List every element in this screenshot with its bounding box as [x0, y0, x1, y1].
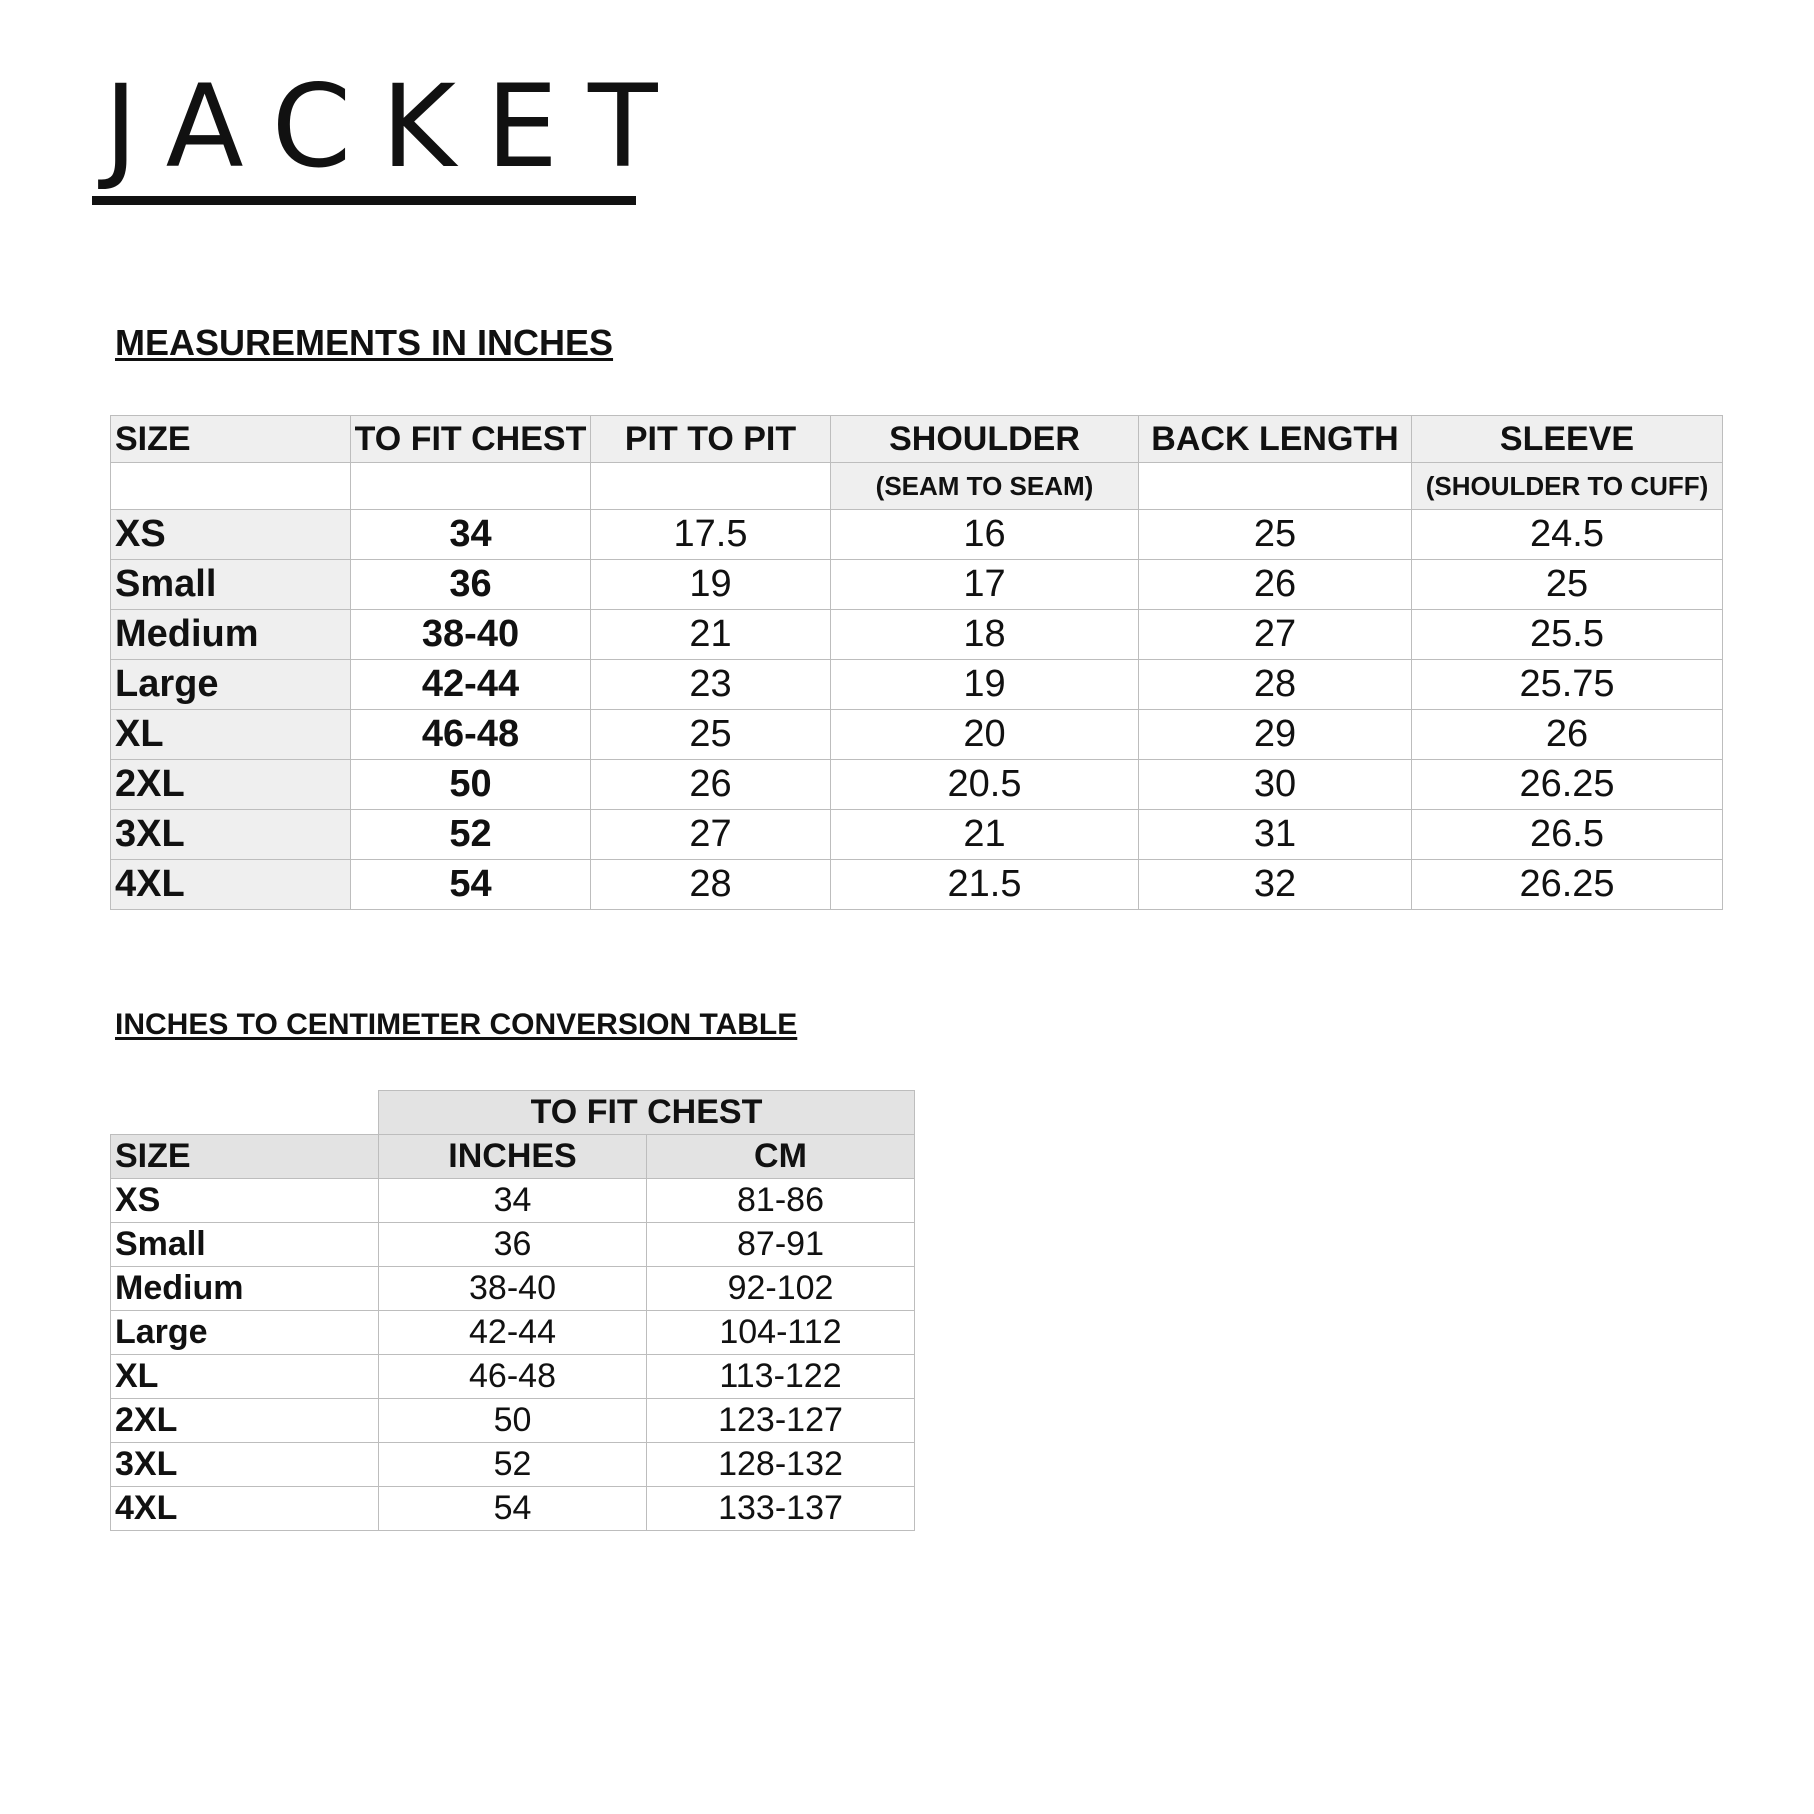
cell-shoulder: 20	[831, 710, 1139, 760]
column-header-sleeve: SLEEVE	[1412, 416, 1723, 463]
cell-shoulder: 21.5	[831, 860, 1139, 910]
cell-back-length: 30	[1139, 760, 1412, 810]
cell-back-length: 31	[1139, 810, 1412, 860]
cell-pit-to-pit: 26	[591, 760, 831, 810]
table-row	[111, 610, 1723, 660]
cell-sleeve: 25.75	[1412, 660, 1723, 710]
subheader-size	[111, 463, 351, 510]
cell-shoulder: 20.5	[831, 760, 1139, 810]
table-row	[111, 710, 1723, 760]
table-row	[111, 810, 1723, 860]
table-row	[111, 1399, 915, 1443]
cell-shoulder: 17	[831, 560, 1139, 610]
cell-inches: 36	[379, 1223, 647, 1267]
cell-inches: 54	[379, 1487, 647, 1531]
title-underline	[92, 196, 636, 205]
cell-to-fit-chest: 42-44	[351, 660, 591, 710]
cell-inches: 50	[379, 1399, 647, 1443]
measurements-table-body	[111, 416, 1723, 910]
cell-cm: 113-122	[647, 1355, 915, 1399]
cell-to-fit-chest: 34	[351, 510, 591, 560]
cell-cm: 128-132	[647, 1443, 915, 1487]
cell-pit-to-pit: 27	[591, 810, 831, 860]
column-header-to-fit-chest: TO FIT CHEST	[351, 416, 591, 463]
cell-sleeve: 26.25	[1412, 860, 1723, 910]
cell-cm: 123-127	[647, 1399, 915, 1443]
page-title: JACKET	[104, 60, 688, 193]
cell-back-length: 25	[1139, 510, 1412, 560]
cell-size: Large	[111, 1311, 379, 1355]
subheader-sleeve: (SHOULDER TO CUFF)	[1412, 463, 1723, 510]
cell-size: Medium	[111, 1267, 379, 1311]
table-row	[111, 1487, 915, 1531]
cell-sleeve: 24.5	[1412, 510, 1723, 560]
cell-back-length: 27	[1139, 610, 1412, 660]
cell-size: Medium	[111, 610, 351, 660]
cell-cm: 81-86	[647, 1179, 915, 1223]
cell-size: XL	[111, 710, 351, 760]
cell-to-fit-chest: 36	[351, 560, 591, 610]
cell-cm: 87-91	[647, 1223, 915, 1267]
table-row	[111, 560, 1723, 610]
column-header-pit-to-pit: PIT TO PIT	[591, 416, 831, 463]
cell-inches: 52	[379, 1443, 647, 1487]
conversion-blank-cell	[111, 1091, 379, 1135]
column-header-shoulder: SHOULDER	[831, 416, 1139, 463]
cell-size: 3XL	[111, 810, 351, 860]
measurements-table	[110, 415, 1723, 910]
cell-to-fit-chest: 38-40	[351, 610, 591, 660]
cell-shoulder: 18	[831, 610, 1139, 660]
cell-back-length: 29	[1139, 710, 1412, 760]
subheader-pit-to-pit	[591, 463, 831, 510]
conversion-table-body	[111, 1091, 915, 1531]
subheader-shoulder: (SEAM TO SEAM)	[831, 463, 1139, 510]
cell-size: Large	[111, 660, 351, 710]
cell-back-length: 28	[1139, 660, 1412, 710]
cell-inches: 42-44	[379, 1311, 647, 1355]
cell-cm: 104-112	[647, 1311, 915, 1355]
cell-size: 3XL	[111, 1443, 379, 1487]
cell-size: 2XL	[111, 1399, 379, 1443]
cell-size: XS	[111, 510, 351, 560]
measurements-subheader-row	[111, 463, 1723, 510]
cell-size: 4XL	[111, 860, 351, 910]
table-row	[111, 860, 1723, 910]
cell-inches: 34	[379, 1179, 647, 1223]
cell-to-fit-chest: 52	[351, 810, 591, 860]
cell-size: 2XL	[111, 760, 351, 810]
cell-to-fit-chest: 46-48	[351, 710, 591, 760]
measurements-heading: MEASUREMENTS IN INCHES	[115, 322, 614, 363]
cell-size: Small	[111, 560, 351, 610]
column-header-inches: INCHES	[379, 1135, 647, 1179]
cell-pit-to-pit: 19	[591, 560, 831, 610]
table-row	[111, 1267, 915, 1311]
cell-size: XL	[111, 1355, 379, 1399]
conversion-group-header-row	[111, 1091, 915, 1135]
cell-shoulder: 16	[831, 510, 1139, 560]
cell-cm: 92-102	[647, 1267, 915, 1311]
subheader-back-length	[1139, 463, 1412, 510]
cell-inches: 46-48	[379, 1355, 647, 1399]
cell-back-length: 26	[1139, 560, 1412, 610]
table-row	[111, 1443, 915, 1487]
subheader-to-fit-chest	[351, 463, 591, 510]
cell-size: Small	[111, 1223, 379, 1267]
cell-to-fit-chest: 54	[351, 860, 591, 910]
column-header-size: SIZE	[111, 416, 351, 463]
cell-back-length: 32	[1139, 860, 1412, 910]
conversion-header-row	[111, 1135, 915, 1179]
table-row	[111, 510, 1723, 560]
column-header-back-length: BACK LENGTH	[1139, 416, 1412, 463]
column-header-cm: CM	[647, 1135, 915, 1179]
cell-pit-to-pit: 23	[591, 660, 831, 710]
measurements-header-row	[111, 416, 1723, 463]
cell-cm: 133-137	[647, 1487, 915, 1531]
cell-pit-to-pit: 28	[591, 860, 831, 910]
cell-shoulder: 21	[831, 810, 1139, 860]
column-header-size: SIZE	[111, 1135, 379, 1179]
table-row	[111, 1311, 915, 1355]
cell-sleeve: 25.5	[1412, 610, 1723, 660]
table-row	[111, 1179, 915, 1223]
table-row	[111, 1355, 915, 1399]
table-row	[111, 760, 1723, 810]
conversion-heading: INCHES TO CENTIMETER CONVERSION TABLE	[115, 1008, 798, 1041]
cell-sleeve: 25	[1412, 560, 1723, 610]
table-row	[111, 660, 1723, 710]
cell-pit-to-pit: 17.5	[591, 510, 831, 560]
cell-pit-to-pit: 25	[591, 710, 831, 760]
cell-sleeve: 26.25	[1412, 760, 1723, 810]
cell-size: 4XL	[111, 1487, 379, 1531]
cell-shoulder: 19	[831, 660, 1139, 710]
cell-pit-to-pit: 21	[591, 610, 831, 660]
cell-size: XS	[111, 1179, 379, 1223]
table-row	[111, 1223, 915, 1267]
conversion-table	[110, 1090, 915, 1531]
group-header-to-fit-chest: TO FIT CHEST	[379, 1091, 915, 1135]
cell-to-fit-chest: 50	[351, 760, 591, 810]
cell-inches: 38-40	[379, 1267, 647, 1311]
cell-sleeve: 26	[1412, 710, 1723, 760]
cell-sleeve: 26.5	[1412, 810, 1723, 860]
